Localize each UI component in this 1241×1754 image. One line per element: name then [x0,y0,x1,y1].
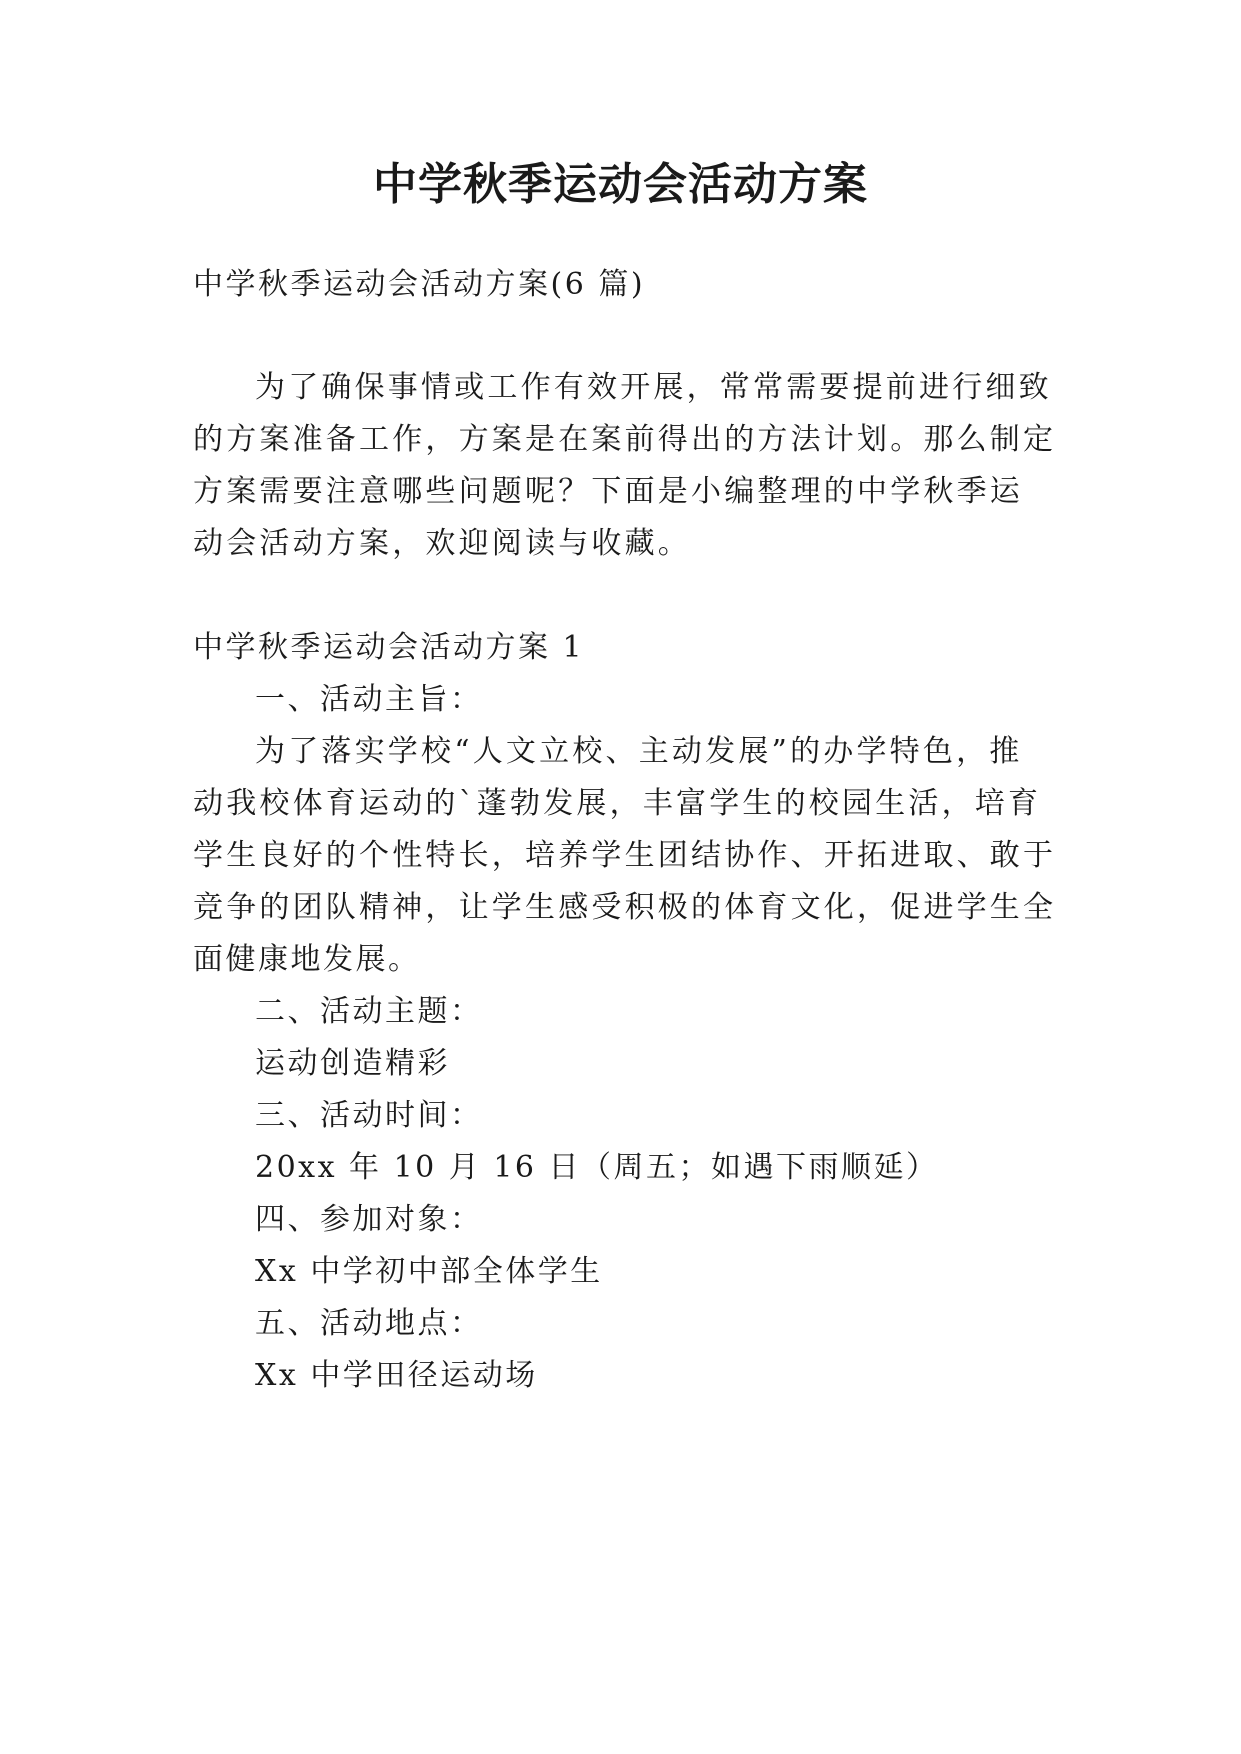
participants-heading: 四、参加对象： [255,1202,483,1237]
location-heading: 五、活动地点： [255,1306,483,1341]
participants-text: Xx 中学初中部全体学生 [255,1254,603,1289]
time-heading: 三、活动时间： [255,1098,483,1133]
intro-line: 为了确保事情或工作有效开展，常常需要提前进行细致 [255,370,1052,405]
purpose-line: 竞争的团队精神，让学生感受积极的体育文化，促进学生全 [193,890,1057,925]
section-heading: 中学秋季运动会活动方案 1 [193,630,585,665]
intro-line: 方案需要注意哪些问题呢？下面是小编整理的中学秋季运 [193,474,1023,509]
document-subtitle: 中学秋季运动会活动方案(6 篇) [193,267,646,302]
theme-heading: 二、活动主题： [255,994,483,1029]
purpose-line: 动我校体育运动的`蓬勃发展，丰富学生的校园生活，培育 [193,786,1042,821]
theme-text: 运动创造精彩 [255,1046,450,1081]
purpose-line: 为了落实学校“人文立校、主动发展”的办学特色，推 [255,734,1023,769]
purpose-heading: 一、活动主旨： [255,682,483,717]
intro-line: 的方案准备工作，方案是在案前得出的方法计划。那么制定 [193,422,1057,457]
location-text: Xx 中学田径运动场 [255,1358,538,1393]
document-title: 中学秋季运动会活动方案 [373,159,868,210]
intro-line: 动会活动方案，欢迎阅读与收藏。 [193,526,691,561]
purpose-line: 学生良好的个性特长，培养学生团结协作、开拓进取、敢于 [193,838,1057,873]
purpose-line: 面健康地发展。 [193,942,421,977]
time-text: 20xx 年 10 月 16 日（周五；如遇下雨顺延） [255,1150,939,1185]
